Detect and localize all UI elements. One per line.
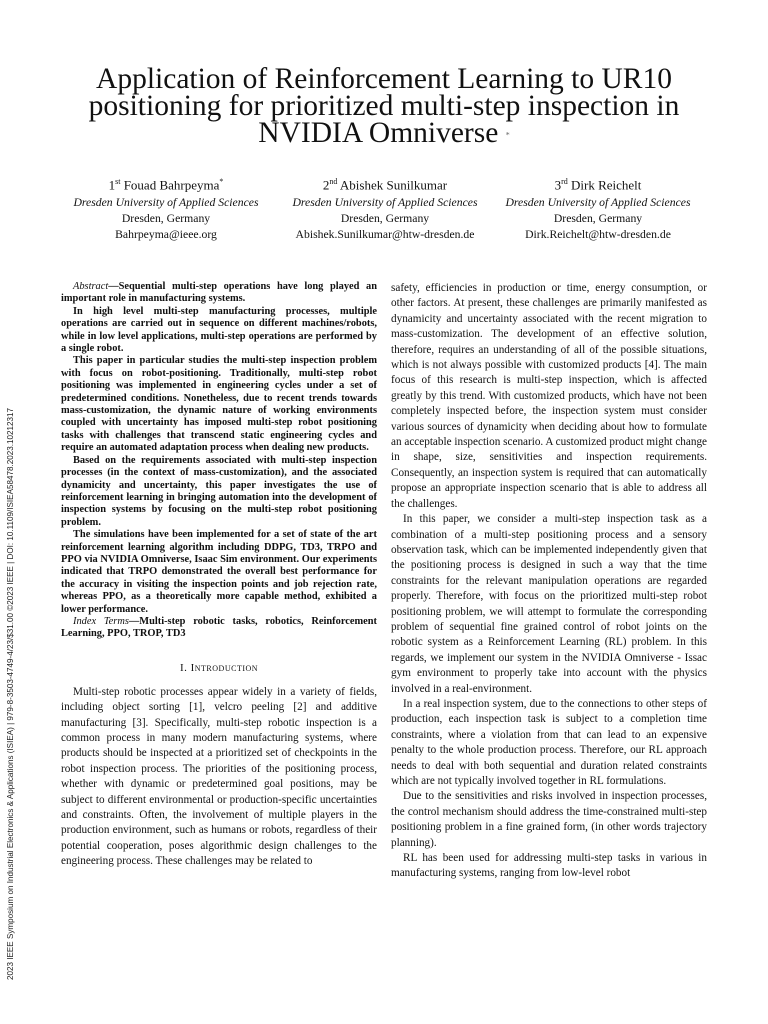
author-email: Bahrpeyma@ieee.org [115, 228, 217, 242]
author-city: Dresden, Germany [121, 212, 211, 226]
title-text: Application of Reinforcement Learning to UR10 positioning for prioritized multi-step inspection in NVIDIA Omniverse [88, 63, 680, 149]
intro-left [61, 685, 377, 870]
abstract-label: Abstract [73, 281, 109, 292]
abstract-paragraph: —Sequential multi-step operations have long played an important role in manufacturing systems. [61, 281, 377, 305]
intro-paragraph: Multi-step robotic processes appear widely in a variety of fields, including object sorting [1], velcro peeling [2] and additive manufacturing [3]. Specifically, multi-step robotic inspection is a common process in many modern manufacturing systems, where products should be inspected at a prioritized set of checkpoints in the robot inspection process. The priorities of the positioning process, whether with dynamic or predetermined goal positions, may be subject to different environmental or production-specific uncertainties and constraints. Often, the involvement of multiple players in the production environment, such as humans or robots, regardless of their potential cooperation, poses algorithmic design challenges to the engineering process. These challenges may be related to [61, 685, 377, 868]
left-column [61, 281, 377, 870]
author-block-3 [483, 174, 713, 243]
abstract-paragraph: This paper in particular studies the multi-step inspection problem with focus on robot-positioning. Traditionally, multi-step robot positioning was implemented in engineering cycles under a set of predetermined conditions. Nonetheless, due to recent trends towards mass-customization, the dynamic nature of working environments coupled with uncertainty has imposed multi-step robot positioning tasks with challenges that transcend static engineering cycles and require an automated adaptation process when dealing new products. [61, 355, 377, 454]
author-city: Dresden, Germany [553, 212, 643, 226]
paper-title [40, 63, 728, 149]
intro-paragraph: RL has been used for addressing multi-step tasks in various in manufacturing systems, ranging from low-level robot [391, 852, 707, 880]
author-block-1 [51, 174, 281, 243]
abstract-paragraph: The simulations have been implemented for a set of state of the art reinforcement learning algorithm including DDPG, TD3, TRPO and PPO via NVIDIA Omniverse, Isaac Sim environment. Our experiments indicated that TRPO demonstrated the overall best performance for the accuracy in visiting the inspection points and job rejection rate, whereas PPO, as a theoretically more capable method, exhibited a lower performance. [61, 529, 377, 615]
index-terms: Index Terms—Multi-step robotic tasks, robotics, Reinforcement Learning, PPO, TROP, TD3 [61, 615, 377, 640]
author-city: Dresden, Germany [340, 212, 430, 226]
intro-paragraph: In this paper, we consider a multi-step inspection task as a combination of a multi-step positioning process and a sensory observation task, which can be implemented independently given that the positioning process is designed in such a way that the time constraints for the relevant manipulation operations are regarded properly. Therefore, with focus on the prioritized multi-step robot positioning problem, we will attempt to formulate the corresponding problem of sequential fine grained control of robot joints on the robotic system as a Reinforcement Learning (RL) problem. In this regards, we implement our system in the NVIDIA Omniverse - Issac gym environment to properly take into account with the physics involved in a real-environment. [391, 513, 707, 695]
author-block-2 [270, 174, 500, 243]
abstract-paragraph: Based on the requirements associated with multi-step inspection processes (in the context of mass-customization), and the associated dynamicity and uncertainty, this paper investigates the use of reinforcement learning in bringing automation into the development of inspection systems by focusing on the multi-step robot positioning problem. [61, 454, 377, 528]
abstract [61, 281, 377, 641]
ieee-citation-sidebar: 2023 IEEE Symposium on Industrial Electronics & Applications (ISIEA) | 979-8-3503-4749-4/23/$31.00 ©2023 IEEE | DOI: 10.1109/ISIEA58478.2023.10212317 [6, 408, 15, 980]
title-footnote-mark: * [505, 130, 510, 140]
intro-paragraph: In a real inspection system, due to the connections to other steps of production, each inspection task is subject to a completion time constraints, where a violation from that can lead to an expensive penalty to the whole production process. Therefore, our RL approach needs to deal with both sequential and duration related constraints which are not typically involved together in RL formulations. [391, 697, 707, 787]
abstract-paragraph: In high level multi-step manufacturing processes, multiple operations are carried out in sequence on different machines/robots, while in low level applications, multi-step operations are performed by a single robot. [61, 305, 377, 355]
author-name: 2nd Abishek Sunilkumar [322, 177, 448, 193]
author-name: 1st Fouad Bahrpeyma* [108, 177, 224, 193]
author-affiliation: Dresden University of Applied Sciences [505, 196, 691, 210]
author-name: 3rd Dirk Reichelt [554, 177, 642, 193]
section-heading-introduction: I. Introduction [179, 661, 259, 674]
author-email: Dirk.Reichelt@htw-dresden.de [525, 228, 671, 242]
author-affiliation: Dresden University of Applied Sciences [292, 196, 478, 210]
right-column [391, 281, 707, 882]
intro-paragraph: Due to the sensitivities and risks involved in inspection processes, the control mechanism should address the time-constrained multi-step positioning problem in a fine grained form, (in other words trajectory planning). [391, 790, 707, 849]
author-affiliation: Dresden University of Applied Sciences [73, 196, 259, 210]
intro-paragraph-continued: safety, efficiencies in production or time, energy consumption, or other factors. At present, these challenges are primarily manifested as dynamicity and uncertainty associated with the recent migration to mass-customization. The development of an effective solution, therefore, requires an understanding of all of the possible situations, which is not always possible with customized products [4]. The main focus of this research is multi-step inspection, which is affected greatly by this trend. With customized products, which have not been completely inspected before, the inspection system must consider various sources of dynamicity when deciding about how to formulate an acceptable inspection scenario. A customized product might change in shape, size, sensitivities and inspection requirements. Consequently, an inspection system is required that can automatically propose an appropriate inspection scenario that is able to address all the challenges. [391, 282, 707, 510]
author-email: Abishek.Sunilkumar@htw-dresden.de [295, 228, 475, 242]
